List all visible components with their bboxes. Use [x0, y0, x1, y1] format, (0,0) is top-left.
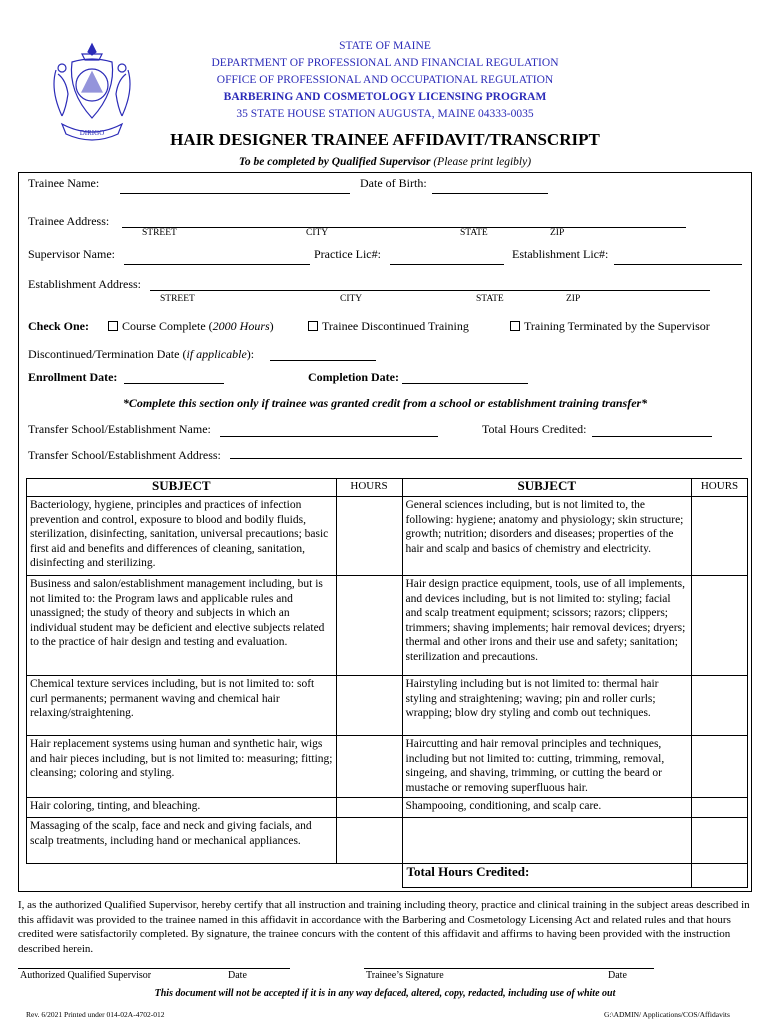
subtitle-rest: (Please print legibly) — [433, 156, 532, 168]
option-trainee-discontinued[interactable] — [308, 319, 469, 334]
table-row — [27, 798, 748, 818]
subject-table — [26, 478, 748, 888]
trainee-name-label: Trainee Name: — [28, 176, 100, 190]
state-caption: STATE — [460, 228, 488, 238]
est-street-caption: STREET — [160, 294, 195, 304]
est-city-caption: CITY — [340, 294, 363, 304]
table-row — [27, 497, 748, 576]
hours-header-right: HOURS — [692, 479, 748, 497]
dob-label: Date of Birth: — [360, 176, 427, 190]
total-hours-credited-field[interactable] — [592, 436, 712, 437]
opt3-text: Training Terminated by the Supervisor — [524, 319, 710, 333]
transfer-name-label: Transfer School/Establishment Name: — [28, 422, 211, 436]
terminated-checkbox[interactable] — [510, 321, 520, 331]
completion-date-field[interactable] — [402, 383, 528, 384]
supervisor-date-label: Date — [228, 970, 247, 981]
opt1-text-a: Course Complete ( — [122, 319, 213, 333]
certification-text: I, as the authorized Qualified Supervisor, hereby certify that all instruction and training including theory, practice and clinical training in the subject areas described in this affidavit was provided to the trainee named in this affidavit in accordance with the Barbering and Cosmetology Licensing Act and related rules and that hours credited were satisfactorily completed. By signature, the trainee concurs with the content of this affidavit and affirms to having been provided with the instruction described herein. — [18, 899, 750, 955]
supervisor-name-field[interactable] — [124, 264, 310, 265]
subject-header-left: SUBJECT — [27, 479, 337, 497]
street-caption: STREET — [142, 228, 177, 238]
subject-cell: Chemical texture services including, but is not limited to: soft curl permanents; permanent waving and chemical hair relaxing/straightening. — [27, 676, 337, 736]
empty-cell — [27, 864, 337, 888]
header-block — [0, 38, 770, 123]
hours-cell[interactable] — [692, 736, 748, 798]
check-one-label: Check One: — [28, 319, 89, 333]
total-row — [27, 864, 748, 888]
hours-cell[interactable] — [336, 798, 402, 818]
hours-cell[interactable] — [336, 676, 402, 736]
trainee-address-field[interactable] — [122, 227, 686, 228]
header-department: DEPARTMENT OF PROFESSIONAL AND FINANCIAL REGULATION — [211, 57, 559, 69]
completion-date-label: Completion Date: — [308, 370, 399, 384]
total-hours-credited-label: Total Hours Credited: — [482, 422, 587, 436]
header-program: BARBERING AND COSMETOLOGY LICENSING PROGRAM — [223, 91, 547, 103]
opt2-text: Trainee Discontinued Training — [322, 319, 469, 333]
header-address: 35 STATE HOUSE STATION AUGUSTA, MAINE 04333-0035 — [236, 108, 534, 120]
subject-cell: Business and salon/establishment management including, but is not limited to: the Program laws and applicable rules and unassigned; the study of theory and subjects in which an individual student may be deficient and elective subjects related to the practice of hair design and testing and evaluation. — [27, 576, 337, 676]
enrollment-date-field[interactable] — [124, 383, 224, 384]
supervisor-signature-field[interactable] — [18, 968, 290, 969]
opt1-text-c: ) — [269, 319, 274, 333]
subject-cell: Hairstyling including but is not limited to: thermal hair styling and straightening; waving; pin and roller curls; wrapping; blow dry styling and comb out techniques. — [402, 676, 692, 736]
hours-cell[interactable] — [692, 497, 748, 576]
supervisor-signature-label: Authorized Qualified Supervisor — [20, 970, 152, 981]
option-course-complete[interactable] — [108, 319, 274, 334]
hours-cell[interactable] — [336, 736, 402, 798]
total-hours-label: Total Hours Credited: — [402, 864, 692, 888]
footer-revision: Rev. 6/2021 Printed under 014-02A-4702-012 — [26, 1010, 165, 1019]
page-subtitle — [0, 156, 770, 168]
table-row — [27, 818, 748, 864]
opt1-text-b: 2000 Hours — [212, 319, 270, 333]
establishment-address-label: Establishment Address: — [28, 277, 141, 291]
enrollment-date-label: Enrollment Date: — [28, 370, 118, 384]
hours-cell[interactable] — [336, 818, 402, 864]
empty-cell — [336, 864, 402, 888]
subject-cell: Haircutting and hair removal principles and techniques, including but not limited to: cutting, trimming, removal, singeing, and shaving, trimming, or cutting the beard or mustache or removing superfluous hair. — [402, 736, 692, 798]
trainee-address-label: Trainee Address: — [28, 214, 110, 228]
est-state-caption: STATE — [476, 294, 504, 304]
hours-cell[interactable] — [692, 576, 748, 676]
trainee-name-field[interactable] — [120, 193, 350, 194]
hours-cell[interactable] — [336, 497, 402, 576]
footer-path: G:\ADMIN/ Applications/COS/Affidavits — [604, 1010, 730, 1019]
dob-field[interactable] — [432, 193, 548, 194]
discontinued-date-field[interactable] — [270, 360, 376, 361]
transfer-address-label: Transfer School/Establishment Address: — [28, 448, 221, 462]
subject-cell: Massaging of the scalp, face and neck and giving facials, and scalp treatments, including hand or mechanical appliances. — [27, 818, 337, 864]
disc-a: Discontinued/Termination Date ( — [28, 347, 187, 361]
discontinued-checkbox[interactable] — [308, 321, 318, 331]
subject-cell: Shampooing, conditioning, and scalp care. — [402, 798, 692, 818]
transfer-note: *Complete this section only if trainee was granted credit from a school or establishment training transfer* — [122, 396, 648, 410]
warning-text: This document will not be accepted if it is in any way defaced, altered, copy, redacted, including use of white out — [154, 988, 616, 999]
zip-caption: ZIP — [550, 228, 565, 238]
option-terminated[interactable] — [510, 319, 710, 334]
hours-cell[interactable] — [692, 798, 748, 818]
establishment-lic-label: Establishment Lic#: — [512, 247, 609, 261]
seal-motto: DIRIGO — [79, 129, 105, 137]
est-zip-caption: ZIP — [566, 294, 581, 304]
trainee-signature-label: Trainee’s Signature — [366, 970, 444, 981]
course-complete-checkbox[interactable] — [108, 321, 118, 331]
establishment-address-field[interactable] — [150, 290, 710, 291]
subject-cell — [402, 818, 692, 864]
subject-header-right: SUBJECT — [402, 479, 692, 497]
transfer-name-field[interactable] — [220, 436, 438, 437]
trainee-signature-field[interactable] — [364, 968, 654, 969]
subject-cell: Bacteriology, hygiene, principles and practices of infection prevention and control, exposure to blood and bodily fluids, sterilization, disinfecting, sanitation, universal precautions; basic first aid and benefits and differences of cleaning, sanitation, disinfecting and sterilizing. — [27, 497, 337, 576]
hours-header-left: HOURS — [336, 479, 402, 497]
hours-cell[interactable] — [692, 676, 748, 736]
subject-cell: General sciences including, but is not limited to, the following: hygiene; anatomy and physiology; skin structure; growth; nutrition; disorders and diseases; properties of the hair and scalp and basics of chemistry and electricity. — [402, 497, 692, 576]
header-state: STATE OF MAINE — [339, 40, 431, 52]
supervisor-name-label: Supervisor Name: — [28, 247, 115, 261]
transfer-address-field[interactable] — [230, 458, 742, 459]
subject-cell: Hair coloring, tinting, and bleaching. — [27, 798, 337, 818]
practice-lic-label: Practice Lic#: — [314, 247, 381, 261]
disc-b: if applicable — [186, 347, 247, 361]
total-hours-cell[interactable] — [692, 864, 748, 888]
trainee-date-label: Date — [608, 970, 627, 981]
disc-c: ): — [246, 347, 255, 361]
practice-lic-field[interactable] — [390, 264, 504, 265]
hours-cell[interactable] — [692, 818, 748, 864]
page-title: HAIR DESIGNER TRAINEE AFFIDAVIT/TRANSCRIPT — [170, 130, 600, 149]
table-row — [27, 736, 748, 798]
subtitle-bold: To be completed by Qualified Supervisor — [238, 156, 431, 168]
hours-cell[interactable] — [336, 576, 402, 676]
city-caption: CITY — [306, 228, 329, 238]
table-row — [27, 576, 748, 676]
establishment-lic-field[interactable] — [614, 264, 742, 265]
header-office: OFFICE OF PROFESSIONAL AND OCCUPATIONAL REGULATION — [216, 74, 554, 86]
subject-cell: Hair design practice equipment, tools, use of all implements, and devices including, but is not limited to: styling; facial and scalp treatment equipment; scissors; razors; clippers; trimmers; shaving implements; hair removal devices; dryers; thermal and other irons and their use and safety; sanitation; sterilization and precautions. — [402, 576, 692, 676]
subject-cell: Hair replacement systems using human and synthetic hair, wigs and hair pieces including, but is not limited to: measuring; fitting; cleansing; coloring and styling. — [27, 736, 337, 798]
table-row — [27, 676, 748, 736]
discontinued-date-label — [28, 347, 254, 362]
